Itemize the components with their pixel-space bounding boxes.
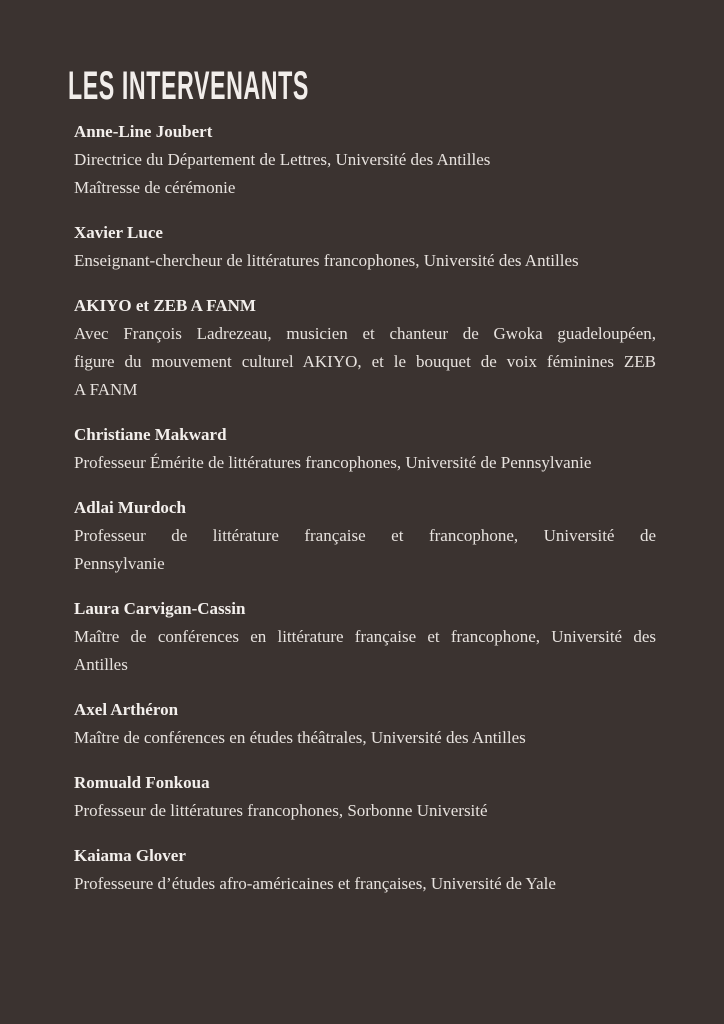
speaker-description-line: A FANM bbox=[74, 380, 138, 399]
speaker-description-line: figure du mouvement culturel AKIYO, et le bouquet de voix féminines ZEB bbox=[74, 352, 656, 371]
speaker-block bbox=[74, 219, 656, 275]
speaker-description-line: Antilles bbox=[74, 655, 128, 674]
speaker-description-line: Directrice du Département de Lettres, Université des Antilles bbox=[74, 150, 491, 169]
speaker-name: Adlai Murdoch bbox=[74, 498, 186, 517]
speaker-description-line: Pennsylvanie bbox=[74, 554, 165, 573]
speaker-name: Xavier Luce bbox=[74, 223, 163, 242]
speaker-description-line: Maîtresse de cérémonie bbox=[74, 178, 236, 197]
speaker-block bbox=[74, 842, 656, 898]
page-title: LES INTERVENANTS bbox=[68, 64, 309, 108]
speaker-description-line: Professeur de littérature française et francophone, Université de bbox=[74, 526, 656, 545]
speaker-name: Kaiama Glover bbox=[74, 846, 186, 865]
speaker-name: Laura Carvigan-Cassin bbox=[74, 599, 246, 618]
speaker-block bbox=[74, 696, 656, 752]
speaker-name: AKIYO et ZEB A FANM bbox=[74, 296, 256, 315]
speaker-block bbox=[74, 292, 656, 404]
speaker-description-line: Maître de conférences en littérature française et francophone, Université des bbox=[74, 627, 656, 646]
speaker-description-line: Professeur de littératures francophones, Sorbonne Université bbox=[74, 801, 488, 820]
speaker-block bbox=[74, 769, 656, 825]
speaker-block bbox=[74, 118, 656, 202]
speaker-block bbox=[74, 595, 656, 679]
speaker-description-line: Maître de conférences en études théâtrales, Université des Antilles bbox=[74, 728, 526, 747]
speaker-name: Romuald Fonkoua bbox=[74, 773, 210, 792]
speaker-description-line: Enseignant-chercheur de littératures francophones, Université des Antilles bbox=[74, 251, 579, 270]
speaker-name: Anne-Line Joubert bbox=[74, 122, 213, 141]
speakers-list bbox=[74, 118, 656, 915]
speaker-name: Christiane Makward bbox=[74, 425, 227, 444]
speaker-description-line: Professeur Émérite de littératures francophones, Université de Pennsylvanie bbox=[74, 453, 592, 472]
speaker-description-line: Avec François Ladrezeau, musicien et chanteur de Gwoka guadeloupéen, bbox=[74, 324, 656, 343]
speaker-name: Axel Arthéron bbox=[74, 700, 179, 719]
speaker-block bbox=[74, 494, 656, 578]
speaker-description-line: Professeure d’études afro-américaines et françaises, Université de Yale bbox=[74, 874, 556, 893]
speaker-block bbox=[74, 421, 656, 477]
